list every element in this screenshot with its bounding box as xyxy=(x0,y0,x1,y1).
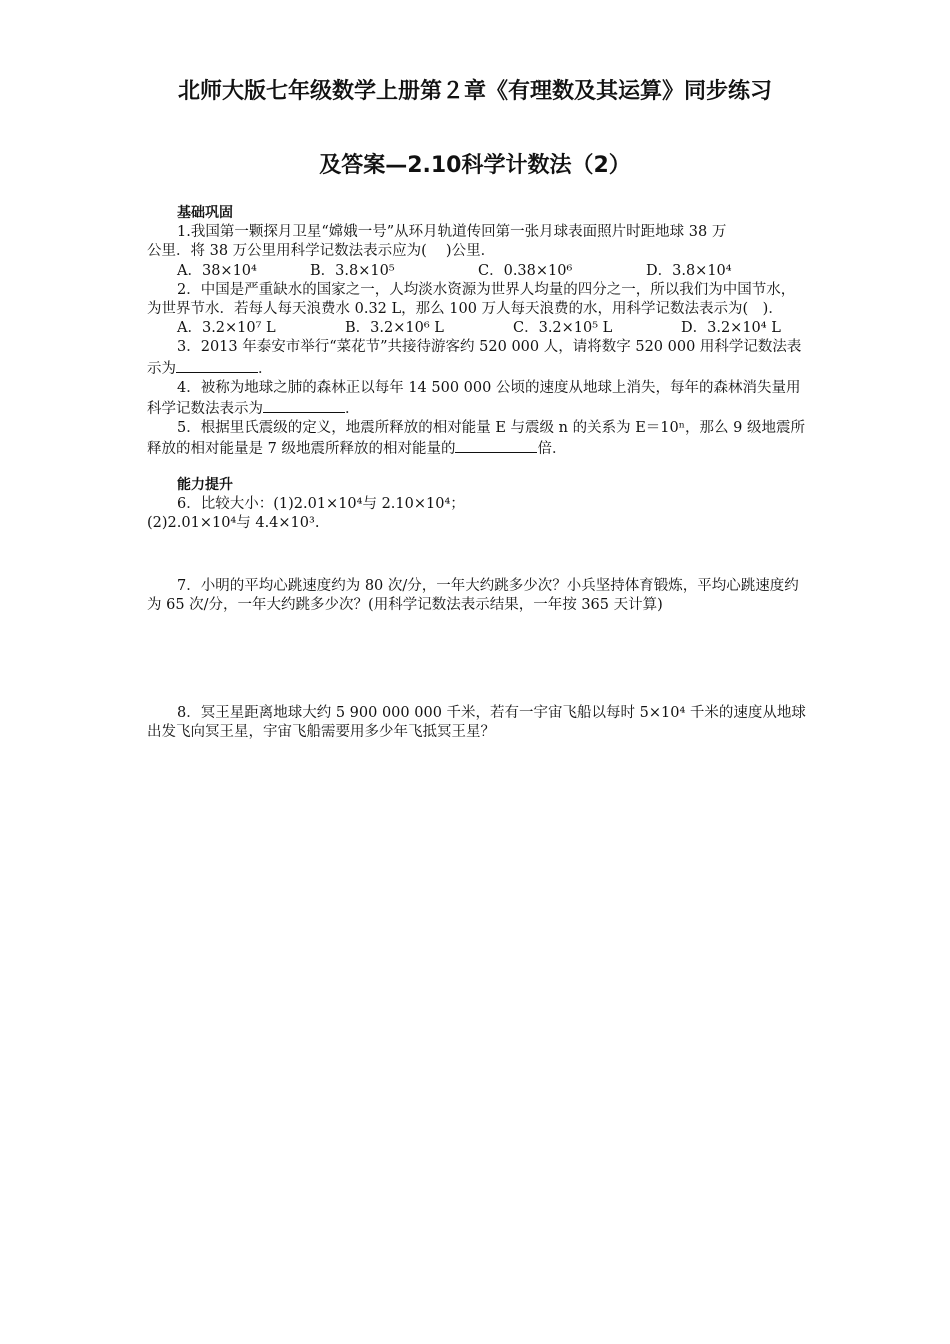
question-4 xyxy=(147,379,809,419)
question-4-text: 4．被称为地球之肺的森林正以每年 14 500 000 公顷的速度从地球上消失，每年的森林消失量用科学记数法表示为 xyxy=(147,379,801,418)
question-1-line2: 公里．将 38 万公里用科学记数法表示应为( )公里． xyxy=(147,243,496,260)
option-b: B．3.2×10⁶ L xyxy=(345,320,444,337)
page-title: 北师大版七年级数学上册第２章《有理数及其运算》同步练习 xyxy=(177,79,772,104)
question-5 xyxy=(147,419,809,459)
question-3-text: 3．2013 年泰安市举行“菜花节”共接待游客约 520 000 人，请将数字 520 000 用科学记数法表示为 xyxy=(147,339,802,377)
answer-blank xyxy=(263,398,345,413)
option-a: A．3.2×10⁷ L xyxy=(177,320,276,337)
worksheet-body xyxy=(147,204,809,742)
question-5-text: 5．根据里氏震级的定义，地震所释放的相对能量 E 与震级 n 的关系为 E＝10ⁿ，那么 9 级地震所释放的相对能量是 7 级地震所释放的相对能量的 xyxy=(147,420,805,458)
question-2: 2．中国是严重缺水的国家之一，人均淡水资源为世界人均量的四分之一，所以我们为中国节水，为世界节水．若每人每天浪费水 0.32 L，那么 100 万人每天浪费的水，用科学记数法表示为( )． xyxy=(147,281,796,318)
question-5-tail: 倍． xyxy=(537,441,567,458)
section-heading-advanced: 能力提升 xyxy=(177,476,233,493)
option-c: C．0.38×10⁶ xyxy=(478,262,573,279)
answer-blank xyxy=(176,358,258,373)
question-3 xyxy=(147,338,809,378)
question-2-options xyxy=(177,319,809,338)
question-6-line2: (2)2.01×10⁴与 4.4×10³. xyxy=(147,515,320,532)
period: ． xyxy=(345,401,360,418)
page-subtitle: 及答案—2.10科学计数法（2） xyxy=(319,153,631,178)
question-1-options xyxy=(177,262,809,281)
option-a: A．38×10⁴ xyxy=(177,262,257,279)
option-d: D．3.2×10⁴ L xyxy=(681,320,781,337)
question-6-line1: 6．比较大小：(1)2.01×10⁴与 2.10×10⁴； xyxy=(177,495,465,512)
section-heading-basic: 基础巩固 xyxy=(177,205,233,221)
option-c: C．3.2×10⁵ L xyxy=(513,320,613,337)
question-8: 8．冥王星距离地球大约 5 900 000 000 千米，若有一宇宙飞船以每时 5×10⁴ 千米的速度从地球出发飞向冥王星，宇宙飞船需要用多少年飞抵冥王星？ xyxy=(147,704,806,740)
question-1-line1: 1.我国第一颗探月卫星“嫦娥一号”从环月轨道传回第一张月球表面照片时距地球 38 万 xyxy=(177,224,727,241)
period: ． xyxy=(258,360,273,377)
question-7: 7．小明的平均心跳速度约为 80 次/分，一年大约跳多少次？小兵坚持体育锻炼，平均心跳速度约为 65 次/分，一年大约跳多少次？(用科学记数法表示结果，一年按 365 天计算) xyxy=(147,578,799,614)
option-d: D．3.8×10⁴ xyxy=(646,262,732,279)
answer-blank xyxy=(455,438,537,453)
option-b: B．3.8×10⁵ xyxy=(310,262,395,279)
